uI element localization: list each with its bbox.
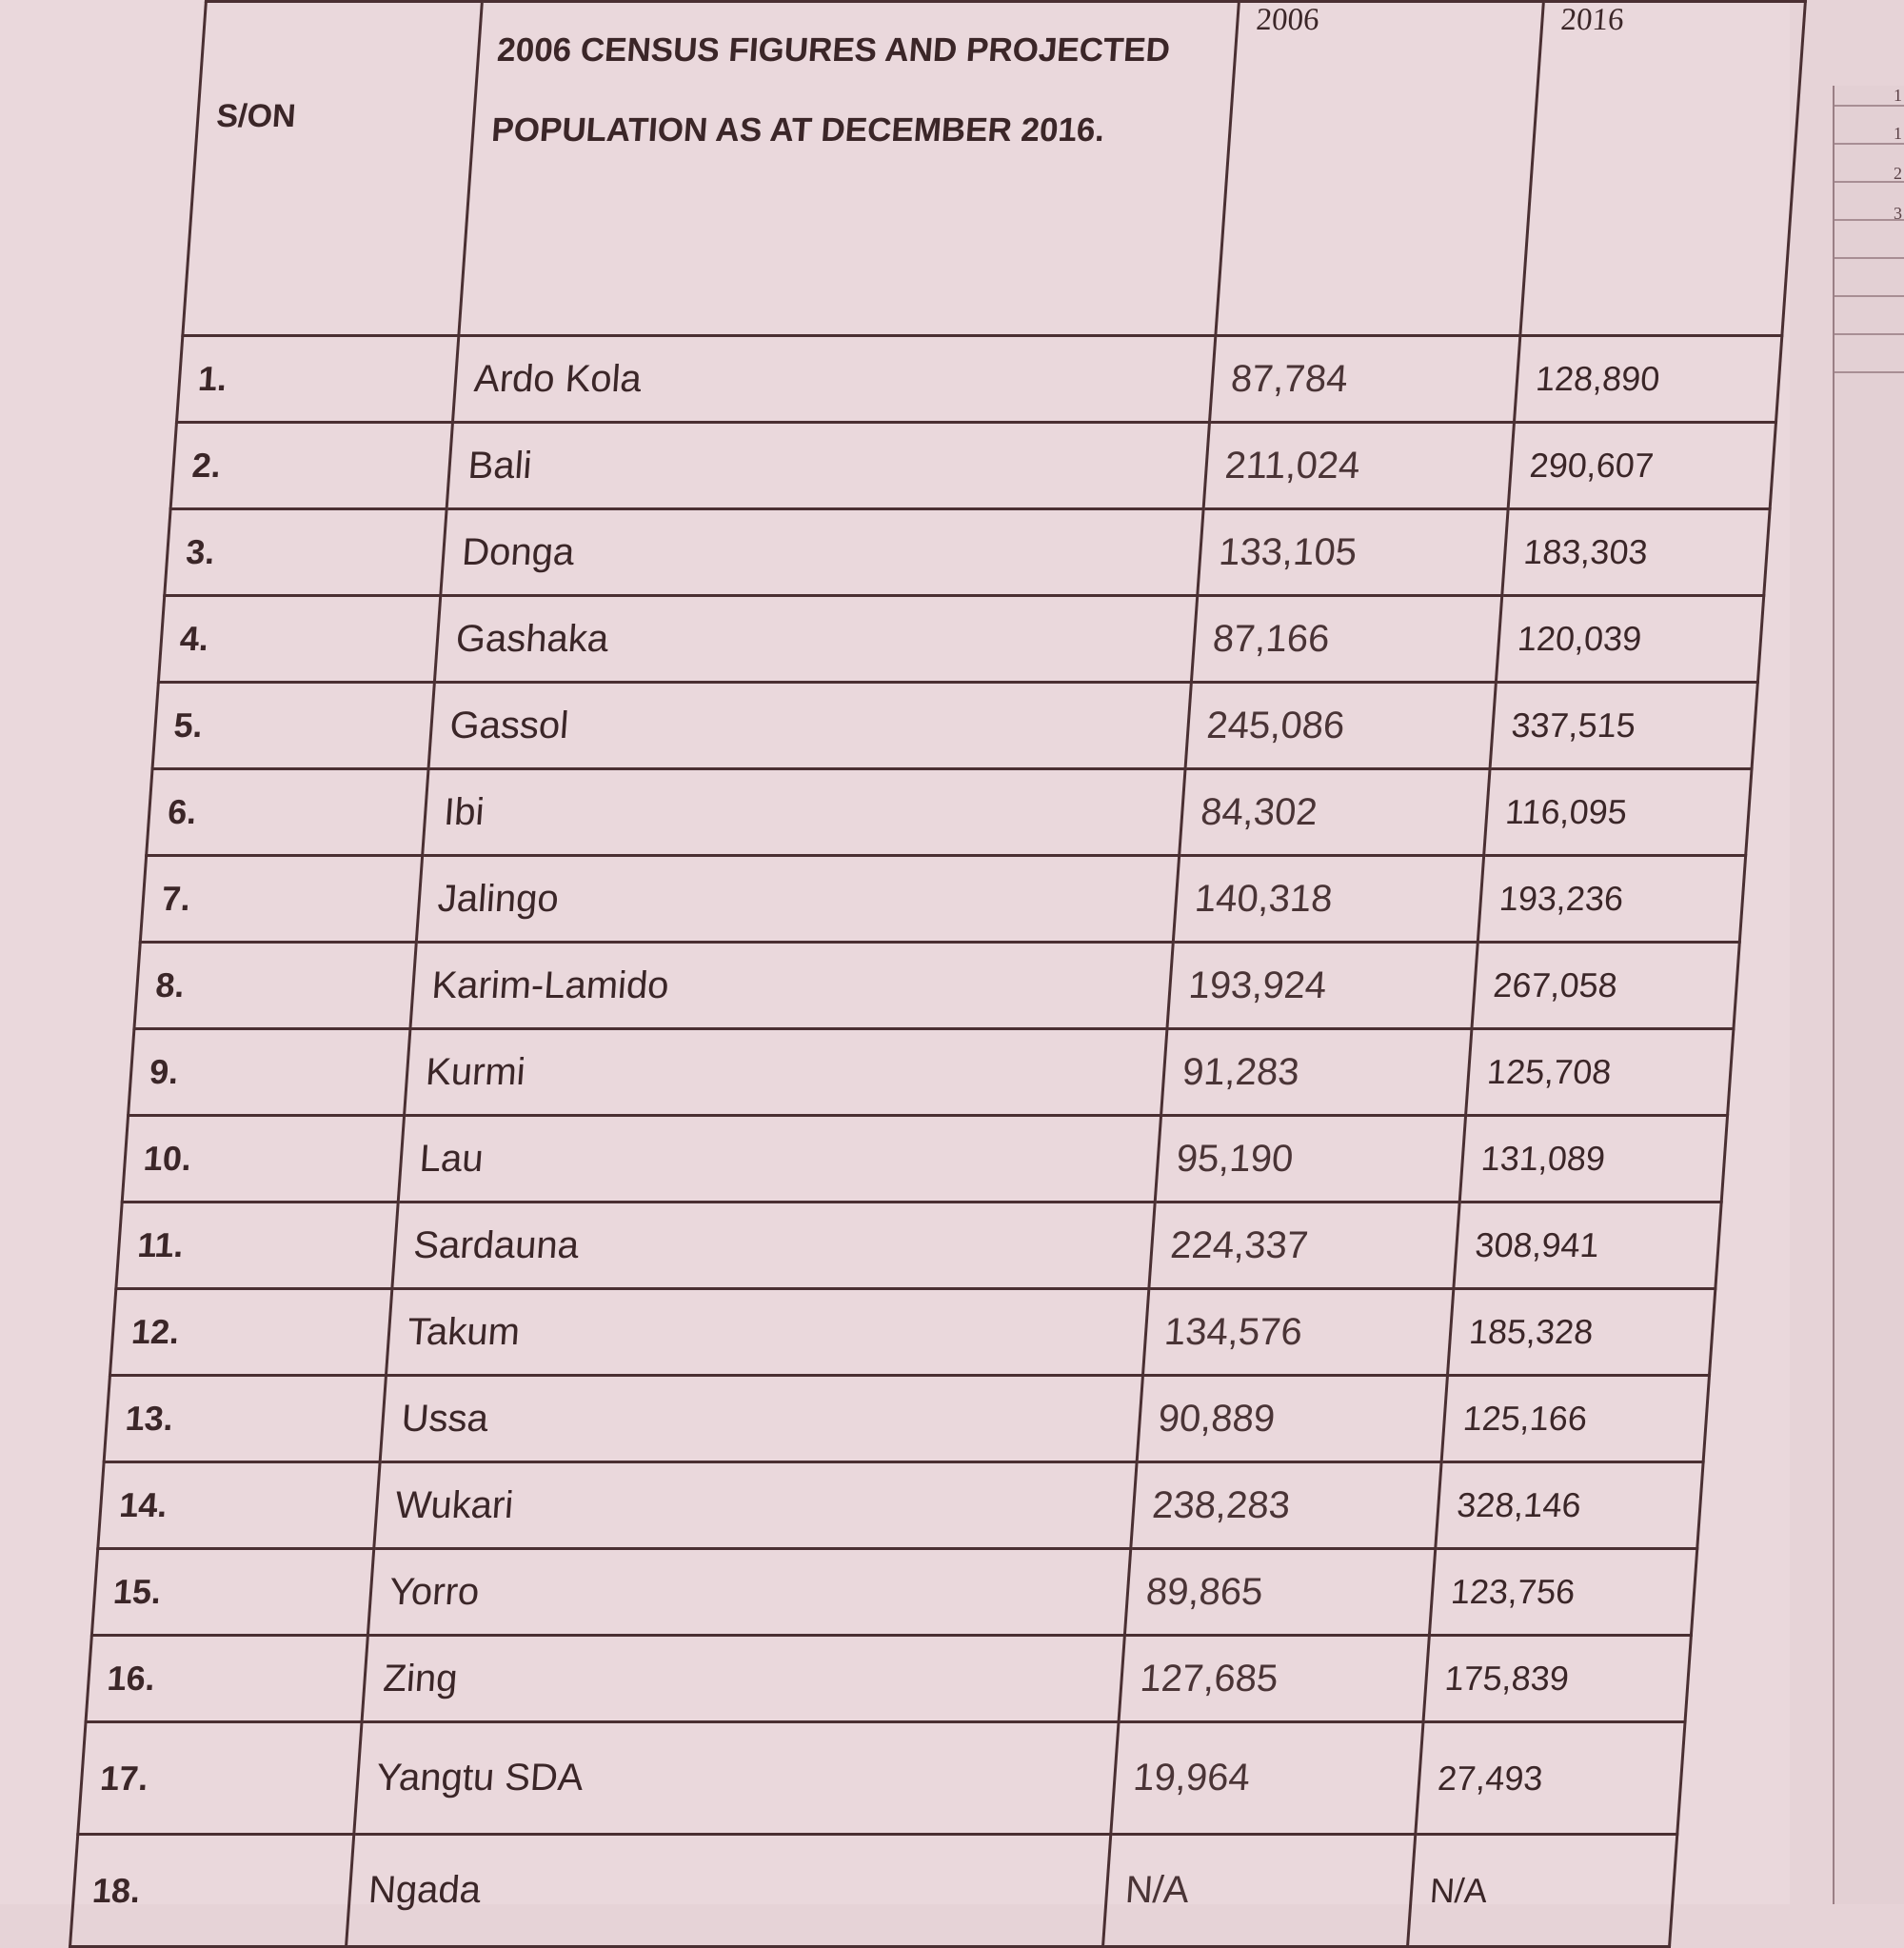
edge-rule <box>1835 257 1904 259</box>
serial-cell: 14. <box>98 1462 380 1549</box>
lga-name-cell: Ngada <box>347 1835 1111 1947</box>
population-2006-cell: 140,318 <box>1173 856 1483 943</box>
serial-cell: 10. <box>122 1116 404 1203</box>
population-2016-cell: 183,303 <box>1502 509 1770 596</box>
serial-cell: 17. <box>78 1722 362 1835</box>
population-2006-cell: 211,024 <box>1203 423 1514 509</box>
table-row <box>122 1116 1727 1203</box>
population-2016-cell: 125,166 <box>1441 1376 1709 1462</box>
table-row <box>86 1636 1691 1722</box>
population-2006-cell: 84,302 <box>1180 769 1490 856</box>
lga-name-cell: Wukari <box>374 1462 1137 1549</box>
population-2006-cell: 133,105 <box>1198 509 1508 596</box>
population-2016-cell: 193,236 <box>1478 856 1745 943</box>
population-2016-cell: 175,839 <box>1423 1636 1691 1722</box>
census-table <box>69 0 1807 1948</box>
lga-name-cell: Bali <box>446 423 1209 509</box>
adjacent-page-edge <box>1833 86 1904 1904</box>
population-2006-cell: 238,283 <box>1131 1462 1441 1549</box>
lga-name-cell: Zing <box>362 1636 1124 1722</box>
table-row <box>140 856 1745 943</box>
edge-rule <box>1835 371 1904 373</box>
population-2006-cell: N/A <box>1103 1835 1416 1947</box>
table-sheet <box>71 0 1823 1911</box>
lga-name-cell: Sardauna <box>392 1203 1155 1289</box>
population-2006-cell: 245,086 <box>1185 683 1496 769</box>
population-2016-cell: 267,058 <box>1472 943 1739 1029</box>
edge-rule <box>1835 333 1904 335</box>
edge-number: 1 <box>1894 124 1902 143</box>
population-2006-cell: 95,190 <box>1155 1116 1465 1203</box>
table-title-header: 2006 CENSUS FIGURES AND PROJECTED POPULATION AS AT DECEMBER 2016. <box>459 2 1240 336</box>
lga-name-cell: Takum <box>386 1289 1148 1376</box>
edge-number: 1 <box>1894 86 1902 105</box>
population-2006-cell: 89,865 <box>1124 1549 1435 1636</box>
serial-cell: 3. <box>165 509 446 596</box>
edge-number: 2 <box>1894 164 1902 183</box>
table-row <box>98 1462 1703 1549</box>
population-2006-cell: 19,964 <box>1111 1722 1423 1835</box>
population-2016-cell: 120,039 <box>1496 596 1763 683</box>
table-row <box>78 1722 1685 1835</box>
population-2016-cell: 290,607 <box>1508 423 1775 509</box>
population-2006-cell: 87,784 <box>1209 336 1519 423</box>
lga-name-cell: Ardo Kola <box>452 336 1215 423</box>
table-row <box>147 769 1752 856</box>
population-2006-cell: 193,924 <box>1167 943 1478 1029</box>
population-2006-cell: 90,889 <box>1137 1376 1447 1462</box>
lga-name-cell: Karim-Lamido <box>410 943 1173 1029</box>
lga-name-cell: Gassol <box>428 683 1191 769</box>
table-row <box>176 336 1781 423</box>
population-2016-cell: 128,890 <box>1514 336 1781 423</box>
serial-cell: 12. <box>109 1289 391 1376</box>
serial-cell: 7. <box>140 856 422 943</box>
lga-name-cell: Jalingo <box>416 856 1179 943</box>
table-row <box>165 509 1770 596</box>
serial-cell: 1. <box>176 336 458 423</box>
table-row <box>152 683 1757 769</box>
lga-name-cell: Ussa <box>380 1376 1142 1462</box>
population-2016-cell: 123,756 <box>1429 1549 1696 1636</box>
serial-cell: 15. <box>91 1549 373 1636</box>
serial-cell: 16. <box>86 1636 367 1722</box>
lga-name-cell: Kurmi <box>405 1029 1167 1116</box>
lga-name-cell: Yorro <box>367 1549 1130 1636</box>
year-2006-header: 2006 <box>1216 2 1544 336</box>
year-2016-header: 2016 <box>1520 2 1806 336</box>
population-2016-cell: 131,089 <box>1459 1116 1727 1203</box>
lga-name-cell: Yangtu SDA <box>354 1722 1119 1835</box>
table-row <box>129 1029 1734 1116</box>
population-2016-cell: 116,095 <box>1484 769 1752 856</box>
population-2016-cell: 27,493 <box>1416 1722 1685 1835</box>
population-2006-cell: 134,576 <box>1142 1289 1453 1376</box>
table-row <box>170 423 1775 509</box>
population-2006-cell: 127,685 <box>1119 1636 1429 1722</box>
population-2016-cell: 125,708 <box>1466 1029 1734 1116</box>
population-2006-cell: 87,166 <box>1191 596 1501 683</box>
serial-cell: 4. <box>158 596 440 683</box>
population-2016-cell: 185,328 <box>1447 1289 1715 1376</box>
table-row <box>158 596 1763 683</box>
population-2016-cell: 337,515 <box>1490 683 1757 769</box>
table-header-row <box>183 2 1806 336</box>
serial-cell: 9. <box>129 1029 410 1116</box>
population-2016-cell: 328,146 <box>1436 1462 1703 1549</box>
lga-name-cell: Donga <box>441 509 1203 596</box>
table-row <box>70 1835 1677 1947</box>
population-2006-cell: 224,337 <box>1149 1203 1459 1289</box>
serial-cell: 11. <box>116 1203 398 1289</box>
table-row <box>91 1549 1696 1636</box>
serial-cell: 2. <box>170 423 452 509</box>
table-row <box>116 1203 1721 1289</box>
serial-cell: 6. <box>147 769 428 856</box>
lga-name-cell: Ibi <box>423 769 1185 856</box>
serial-cell: 5. <box>152 683 434 769</box>
edge-rule <box>1835 295 1904 297</box>
edge-number: 3 <box>1894 204 1902 223</box>
lga-name-cell: Lau <box>398 1116 1160 1203</box>
table-row <box>134 943 1739 1029</box>
population-2006-cell: 91,283 <box>1161 1029 1472 1116</box>
serial-cell: 13. <box>104 1376 386 1462</box>
serial-cell: 8. <box>134 943 416 1029</box>
lga-name-cell: Gashaka <box>434 596 1197 683</box>
table-row <box>104 1376 1709 1462</box>
serial-cell: 18. <box>70 1835 354 1947</box>
population-2016-cell: 308,941 <box>1454 1203 1721 1289</box>
population-2016-cell: N/A <box>1408 1835 1677 1947</box>
serial-column-header: S/ON <box>183 2 483 336</box>
table-row <box>109 1289 1715 1376</box>
